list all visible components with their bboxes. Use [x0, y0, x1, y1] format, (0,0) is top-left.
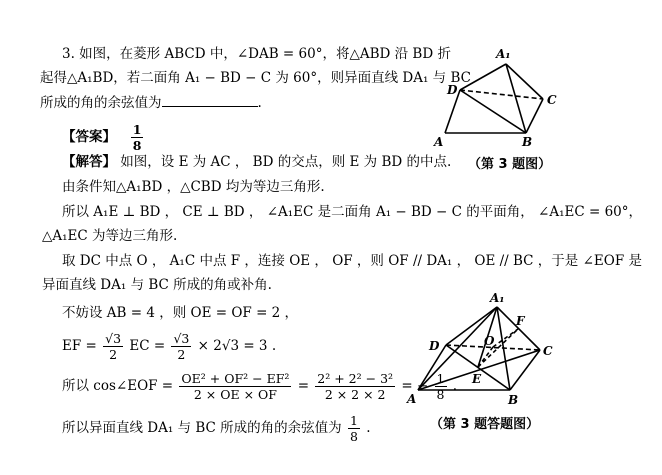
final-num: 1 — [349, 413, 358, 428]
figure-1-caption: （第 3 题图） — [468, 157, 552, 172]
solution-line-7: 不妨设 AB = 4 ，则 OE = OF = 2 ， — [62, 305, 299, 321]
fig2-edge-bc — [510, 350, 540, 390]
fig1-label-b: B — [522, 135, 533, 149]
fig2-label-a: A — [407, 392, 417, 406]
ef-suffix: × 2√3 = 3 . — [197, 338, 277, 354]
ef-mid: EC = — [129, 338, 166, 354]
problem-line-1: 3. 如图，在菱形 ABCD 中，∠DAB = 60°，将△ABD 沿 BD 折 — [62, 46, 451, 62]
problem-line-2: 起得△A₁BD，若二面角 A₁ − BD − C 为 60°，则异面直线 DA₁ 与 BC — [40, 70, 471, 86]
cos-mid: = − — [401, 378, 429, 394]
fig1-edge-da1 — [460, 64, 506, 90]
ef-prefix: EF = — [62, 338, 97, 354]
fig2-label-c: C — [543, 344, 553, 358]
ef-f2-den: 2 — [177, 347, 186, 362]
cos-f3-den: 8 — [436, 387, 445, 402]
fig2-label-o: O — [484, 334, 495, 348]
cos-f3-num: 1 — [436, 371, 445, 386]
solution-line-2: 由条件知△A₁BD ，△CBD 均为等边三角形. — [62, 179, 325, 195]
solution-line-4: △A₁EC 为等边三角形. — [42, 228, 178, 244]
fig2-label-a1: A₁ — [490, 291, 505, 305]
figure-1-lines — [445, 64, 543, 133]
ef-f2-num: √3 — [173, 331, 190, 346]
cos-f1-den: 2 × OE × OF — [193, 387, 277, 402]
answer-numerator: 1 — [132, 122, 142, 137]
fig2-label-f: F — [516, 314, 525, 328]
cos-suffix: . — [452, 378, 458, 394]
solution-line-1-text: 如图，设 E 为 AC ， BD 的交点，则 E 为 BD 的中点. — [120, 154, 452, 170]
fig1-label-a1: A₁ — [496, 47, 511, 61]
ef-f1-den: 2 — [109, 347, 118, 362]
cos-prefix: 所以 cos∠EOF = — [62, 378, 174, 394]
fig2-label-d: D — [429, 339, 440, 353]
solution-label: 【解答】 — [62, 154, 116, 170]
fig1-label-a: A — [434, 135, 444, 149]
final-suffix: . — [366, 420, 371, 436]
cos-f1-num: OE² + OF² − EF² — [181, 371, 290, 386]
final-prefix: 所以异面直线 DA₁ 与 BC 所成的角的余弦值为 — [62, 420, 342, 436]
fig2-label-b: B — [508, 393, 519, 407]
problem-line-3-end: . — [257, 95, 262, 111]
solution-line-6: 异面直线 DA₁ 与 BC 所成的角或补角. — [42, 277, 272, 293]
cos-f2-den: 2 × 2 × 2 — [324, 387, 386, 402]
cos-f2-num: 2² + 2² − 3² — [317, 371, 394, 386]
problem-line-3-text: 所成的角的余弦值为 — [40, 95, 162, 111]
fig1-label-d: D — [447, 83, 458, 97]
ef-f1-num: √3 — [105, 331, 122, 346]
solution-line-5: 取 DC 中点 O ， A₁C 中点 F ，连接 OE ， OF ，则 OF // DA₁ ， OE // BC ，于是 ∠EOF 是 — [62, 253, 642, 269]
answer-label: 【答案】 — [62, 129, 116, 145]
fig1-edge-bc — [526, 99, 543, 133]
fig2-label-e: E — [472, 372, 482, 386]
solution-line-3: 所以 A₁E ⊥ BD ， CE ⊥ BD ， ∠A₁EC 是二面角 A₁ − BD − C 的平面角， ∠A₁EC = 60°， — [62, 204, 643, 220]
figure-2-caption: （第 3 题答题图） — [430, 417, 540, 432]
cos-eq: = — [297, 378, 309, 394]
fig1-label-c: C — [547, 93, 557, 107]
answer-denominator: 8 — [132, 138, 142, 153]
final-den: 8 — [349, 429, 358, 444]
